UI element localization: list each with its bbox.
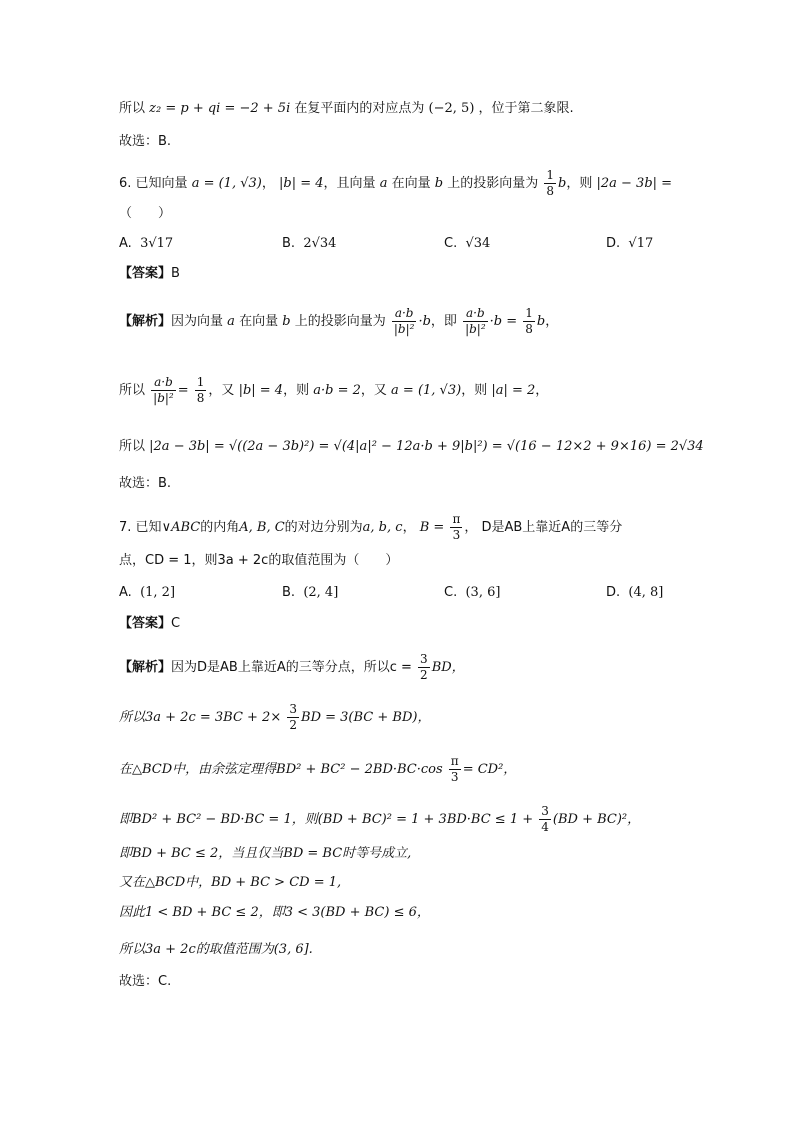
fraction [544, 168, 556, 199]
numerator: π [450, 754, 459, 768]
denominator: 3 [450, 770, 459, 784]
q7-analysis-line3 [119, 754, 516, 785]
answer-tag: 【答案】 [119, 616, 172, 631]
denominator: 4 [541, 820, 549, 834]
math-expression: (BD + BC)²， [552, 812, 641, 827]
q6-analysis-line2 [119, 375, 548, 406]
q6-option-a [119, 234, 173, 254]
denominator: 2 [289, 718, 298, 732]
text: 的内角 [200, 520, 240, 535]
text: ，即 [430, 314, 457, 329]
text: ，又 [360, 383, 387, 398]
text: ， [402, 520, 416, 535]
q7-analysis-line6: 又在△BCD中，BD + BC > CD = 1, [119, 875, 342, 890]
numerator: π [452, 512, 461, 526]
text: 因为D是AB上靠近A的三等分点，所以c = [171, 660, 412, 675]
math-expression: a = (1, √3) [191, 176, 262, 191]
q7-stem-line2: 点，CD = 1，则3a + 2c的取值范围为（ ） [119, 553, 399, 568]
numerator: 3 [289, 702, 298, 716]
q6-analysis-line3 [119, 437, 704, 457]
option-value: √17 [628, 236, 654, 251]
analysis-tag: 【解析】 [119, 314, 172, 329]
numerator: a·b [151, 375, 176, 391]
math-expression: |2a − 3b| = √((2a − 3b)²) = √(4|a|² − 12a·b + 9|b|²) = √(16 − 12×2 + 9×16) = 2√34 [149, 439, 704, 454]
text: ，且向量 [323, 176, 376, 191]
text: 所以 [119, 383, 146, 398]
text: 因为向量 [171, 314, 224, 329]
fraction [195, 375, 207, 406]
fraction [449, 754, 461, 785]
option-value: (3, 6] [465, 585, 501, 600]
text: 上的投影向量为 [294, 314, 386, 329]
text: 所以 [119, 439, 146, 454]
math-var: b [434, 176, 444, 191]
option-value: √34 [465, 236, 491, 251]
math-expression: BD = 3(BC + BD)， [301, 710, 431, 725]
text: 已知向量 [135, 176, 188, 191]
fraction [418, 652, 430, 683]
math-var: b [282, 314, 291, 329]
math-expression: A, B, C [239, 520, 285, 535]
q7-option-a [119, 583, 175, 603]
fraction [392, 306, 417, 337]
denominator: 8 [546, 184, 555, 198]
numerator: a·b [392, 306, 417, 322]
option-label: D. [606, 585, 621, 600]
q7-analysis-line2 [119, 702, 430, 733]
text: ，则 [461, 383, 488, 398]
q7-option-c [444, 583, 500, 603]
text: ， [464, 520, 478, 535]
math-expression: |b| = 4 [238, 383, 284, 398]
answer-value: B [171, 266, 180, 281]
numerator: 1 [546, 168, 555, 182]
math-expression: ·b = [489, 314, 518, 329]
denominator: |b|² [153, 391, 174, 405]
text: 的对边分别为 [284, 520, 363, 535]
fraction [151, 375, 176, 406]
q7-analysis-line7: 因此1 < BD + BC ≤ 2，即3 < 3(BD + BC) ≤ 6， [119, 905, 430, 920]
q5-conclusion-line [119, 99, 574, 119]
q6-answer [119, 264, 180, 284]
option-label: D. [606, 236, 621, 251]
math-expression: 在△BCD中，由余弦定理得BD² + BC² − 2BD·BC·cos [119, 762, 443, 777]
q5-choice: 故选：B. [119, 134, 172, 149]
text: 上的投影向量为 [447, 176, 539, 191]
math-var: a [227, 314, 235, 329]
math-var: b [558, 176, 567, 191]
numerator: 3 [420, 652, 428, 666]
text: 在向量 [239, 314, 279, 329]
math-expression: = [177, 383, 193, 398]
fraction [523, 306, 535, 337]
q7-analysis-line8: 所以3a + 2c的取值范围为(3, 6]. [119, 942, 313, 957]
math-expression: a = (1, √3) [391, 383, 462, 398]
math-var: ·b [418, 314, 431, 329]
option-value: 2√34 [303, 236, 337, 251]
math-expression: |b| = 4 [279, 176, 324, 191]
text: ，位于第二象限. [478, 101, 574, 116]
question-number: 7. [119, 520, 132, 535]
option-label: A. [119, 585, 132, 600]
text: D是AB上靠近A的三等分 [481, 520, 623, 535]
numerator: 1 [196, 375, 205, 389]
option-value: 3√17 [140, 236, 174, 251]
math-expression: z₂ = p + qi = −2 + 5i [149, 101, 291, 116]
option-value: (4, 8] [628, 585, 664, 600]
text: 所以 [119, 101, 146, 116]
math-expression: |a| = 2 [491, 383, 536, 398]
denominator: 3 [452, 528, 461, 542]
option-value: (1, 2] [140, 585, 176, 600]
text: 在向量 [391, 176, 431, 191]
fraction [463, 306, 488, 337]
math-expression: ∨ABC [161, 520, 201, 535]
q6-stem-line1 [119, 168, 672, 199]
numerator: a·b [463, 306, 488, 322]
denominator: |b|² [465, 322, 486, 336]
math-expression: a, b, c [362, 520, 403, 535]
text: ，又 [208, 383, 235, 398]
answer-tag: 【答案】 [119, 266, 172, 281]
fraction [539, 804, 551, 835]
denominator: 2 [420, 668, 428, 682]
q6-option-d [606, 234, 653, 254]
q6-option-b [282, 234, 336, 254]
text: 在复平面内的对应点为 [294, 101, 425, 116]
q7-answer [119, 614, 180, 634]
denominator: 8 [525, 322, 533, 336]
option-label: B. [282, 236, 296, 251]
text: ， [261, 176, 275, 191]
q7-analysis-line4 [119, 804, 640, 835]
option-label: A. [119, 236, 132, 251]
q6-choice: 故选：B. [119, 476, 172, 491]
math-expression: a·b = 2 [313, 383, 361, 398]
math-var: b [536, 314, 546, 329]
answer-value: C [171, 616, 181, 631]
q7-stem-line1 [119, 512, 622, 543]
q6-option-c [444, 234, 490, 254]
option-value: (2, 4] [303, 585, 339, 600]
math-var: a [379, 176, 388, 191]
math-expression: = CD²， [462, 762, 517, 777]
text: ， [545, 314, 559, 329]
denominator: |b|² [393, 322, 415, 336]
option-label: C. [444, 585, 458, 600]
math-expression: 所以3a + 2c = 3BC + 2× [119, 710, 282, 725]
q7-analysis-line5: 即BD + BC ≤ 2，当且仅当BD = BC时等号成立, [119, 846, 412, 861]
fraction [450, 512, 462, 543]
text: ，则 [283, 383, 310, 398]
denominator: 8 [196, 391, 205, 405]
text: 已知 [135, 520, 162, 535]
math-point: (−2, 5) [428, 101, 475, 116]
q7-choice: 故选：C. [119, 974, 172, 989]
q6-analysis-line1 [119, 306, 558, 337]
analysis-tag: 【解析】 [119, 660, 172, 675]
fraction [287, 702, 299, 733]
text: ， [535, 383, 549, 398]
text: ，则 [566, 176, 593, 191]
question-number: 6. [119, 176, 132, 191]
math-expression: |2a − 3b| = [596, 176, 673, 191]
q7-analysis-line1 [119, 652, 465, 683]
numerator: 1 [525, 306, 533, 320]
math-expression: 即BD² + BC² − BD·BC = 1，则(BD + BC)² = 1 + 3BD·BC ≤ 1 + [119, 812, 534, 827]
q7-option-b [282, 583, 338, 603]
q6-paren: （ ） [119, 206, 172, 221]
q7-option-d [606, 583, 663, 603]
option-label: B. [282, 585, 296, 600]
math-expression: BD， [431, 660, 465, 675]
numerator: 3 [541, 804, 549, 818]
option-label: C. [444, 236, 458, 251]
math-expression: B = [419, 520, 445, 535]
